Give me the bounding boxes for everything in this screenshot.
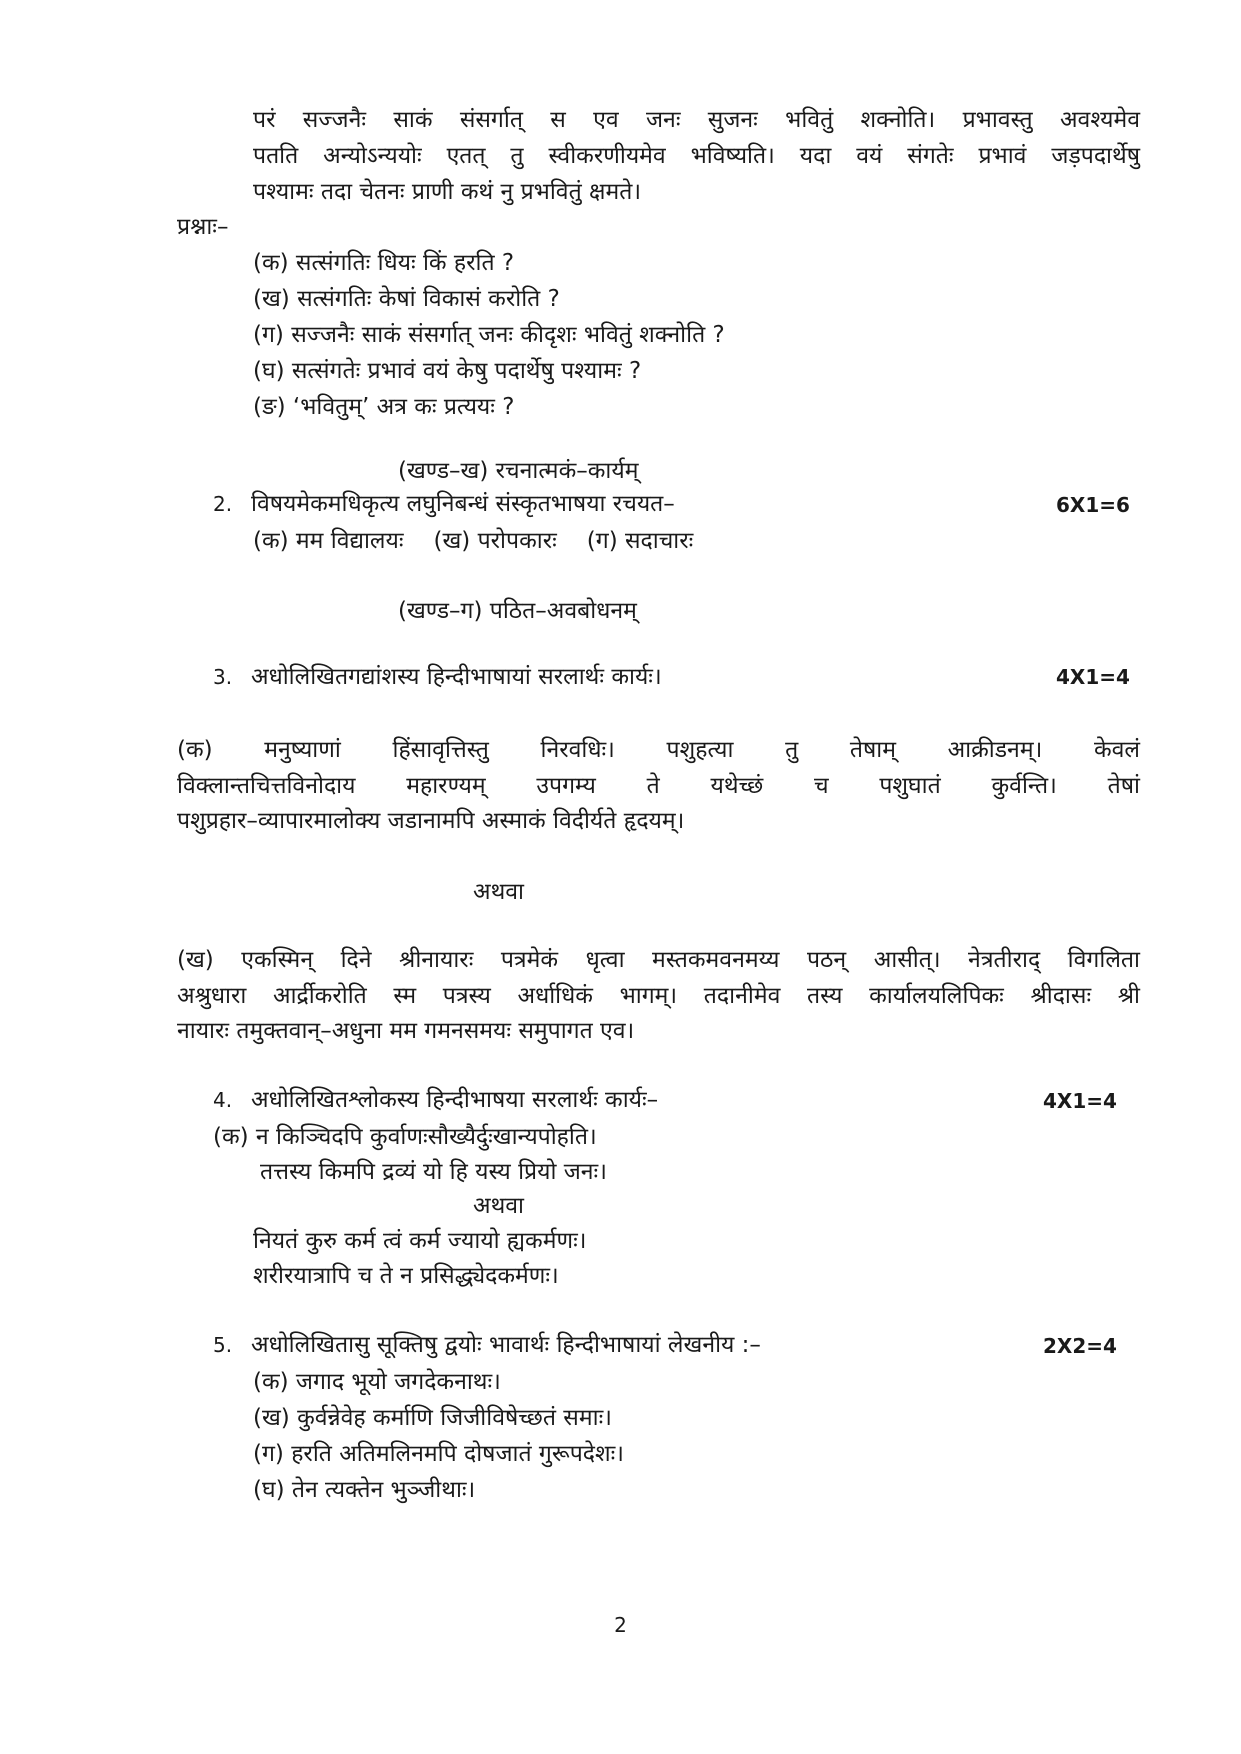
para-a-line-3: पशुप्रहार–व्यापारमालोक्य जडानामपि अस्माकं विदीर्यते हृदयम्।	[177, 808, 685, 834]
para-b-line-2: अश्रुधारा आर्द्रीकरोति स्म पत्रस्य अर्धाधिकं भागम्। तदानीमेव तस्य कार्यालयलिपिकः श्रीदासः श्री	[177, 983, 1140, 1009]
question-2-number: 2.	[213, 492, 233, 516]
sukti-ga: (ग) हरति अतिमलिनमपि दोषजातं गुरूपदेशः।	[253, 1441, 625, 1467]
verse-b-line-2: शरीरयात्रापि च ते न प्रसिद्ध्येदकर्मणः।	[253, 1263, 559, 1289]
question-2	[213, 489, 675, 519]
question-item-ga: (ग) सज्जनैः साकं संसर्गात् जनः कीदृशः भवितुं शक्नोति ?	[253, 322, 725, 348]
or-label-q4: अथवा	[473, 1193, 525, 1219]
verse-a-line-1: (क) न किञ्चिदपि कुर्वाणःसौख्यैर्दुःखान्यपोहति।	[213, 1124, 597, 1150]
or-label-q3: अथवा	[473, 879, 525, 905]
option-ga: (ग) सदाचारः	[586, 528, 694, 554]
question-3	[213, 662, 662, 692]
passage-line-2: पतति अन्योऽन्ययोः एतत् तु स्वीकरणीयमेव भविष्यति। यदा वयं संगतेः प्रभावं जड़पदार्थेषु	[253, 143, 1140, 169]
question-4	[213, 1085, 658, 1115]
question-5	[213, 1330, 761, 1360]
sukti-ka: (क) जगाद भूयो जगदेकनाथः।	[253, 1369, 501, 1395]
passage-line-3: पश्यामः तदा चेतनः प्राणी कथं नु प्रभवितुं क्षमते।	[253, 179, 642, 205]
verse-a-line-2: तत्तस्य किमपि द्रव्यं यो हि यस्य प्रियो जनः।	[260, 1159, 607, 1185]
question-item-ka: (क) सत्संगतिः धियः किं हरति ?	[253, 250, 515, 276]
question-2-text: विषयमेकमधिकृत्य लघुनिबन्धं संस्कृतभाषया रचयत–	[251, 491, 675, 517]
question-item-nga: (ङ) ‘भवितुम्’ अत्र कः प्रत्ययः ?	[253, 394, 515, 420]
option-ka: (क) मम विद्यालयः	[253, 528, 404, 554]
para-b-line-3: नायारः तमुक्तवान्–अधुना मम गमनसमयः समुपागत एव।	[177, 1018, 635, 1044]
section-c-heading: (खण्ड–ग) पठित–अवबोधनम्	[398, 598, 637, 624]
question-4-text: अधोलिखितश्लोकस्य हिन्दीभाषया सरलार्थः कार्यः–	[251, 1087, 659, 1113]
para-b-line-1: (ख) एकस्मिन् दिने श्रीनायारः पत्रमेकं धृत्वा मस्तकमवनमय्य पठन् आसीत्। नेत्रतीराद् विगलिता	[177, 947, 1140, 973]
question-3-marks: 4X1=4	[1056, 665, 1130, 689]
sukti-gha: (घ) तेन त्यक्तेन भुञ्जीथाः।	[253, 1477, 476, 1503]
question-4-marks: 4X1=4	[1043, 1089, 1117, 1113]
question-item-gha: (घ) सत्संगतेः प्रभावं वयं केषु पदार्थेषु पश्यामः ?	[253, 358, 642, 384]
option-kha: (ख) परोपकारः	[433, 528, 557, 554]
question-4-number: 4.	[213, 1088, 233, 1112]
question-3-number: 3.	[213, 665, 233, 689]
question-3-text: अधोलिखितगद्यांशस्य हिन्दीभाषायां सरलार्थः कार्यः।	[251, 664, 662, 690]
question-item-kha: (ख) सत्संगतिः केषां विकासं करोति ?	[253, 286, 560, 312]
question-5-text: अधोलिखितासु सूक्तिषु द्वयोः भावार्थः हिन्दीभाषायां लेखनीय :–	[251, 1332, 761, 1358]
question-2-options	[253, 526, 693, 556]
para-a-line-1: (क) मनुष्याणां हिंसावृत्तिस्तु निरवधिः। पशुहत्या तु तेषाम् आक्रीडनम्। केवलं	[177, 737, 1140, 763]
para-a-line-2: विक्लान्तचित्तविनोदाय महारण्यम् उपगम्य ते यथेच्छं च पशुघातं कुर्वन्ति। तेषां	[177, 773, 1140, 799]
sukti-kha: (ख) कुर्वन्नेवेह कर्माणि जिजीविषेच्छतं समाः।	[253, 1405, 612, 1431]
question-5-number: 5.	[213, 1333, 233, 1357]
question-2-marks: 6X1=6	[1056, 493, 1130, 517]
section-b-heading: (खण्ड–ख) रचनात्मकं–कार्यम्	[398, 458, 639, 484]
passage-line-1: परं सज्जनैः साकं संसर्गात् स एव जनः सुजनः भवितुं शक्नोति। प्रभावस्तु अवश्यमेव	[253, 107, 1140, 133]
page-number: 2	[614, 1613, 627, 1637]
question-5-marks: 2X2=4	[1043, 1334, 1117, 1358]
verse-b-line-1: नियतं कुरु कर्म त्वं कर्म ज्यायो ह्यकर्मणः।	[253, 1228, 587, 1254]
questions-heading: प्रश्नाः–	[177, 214, 229, 240]
